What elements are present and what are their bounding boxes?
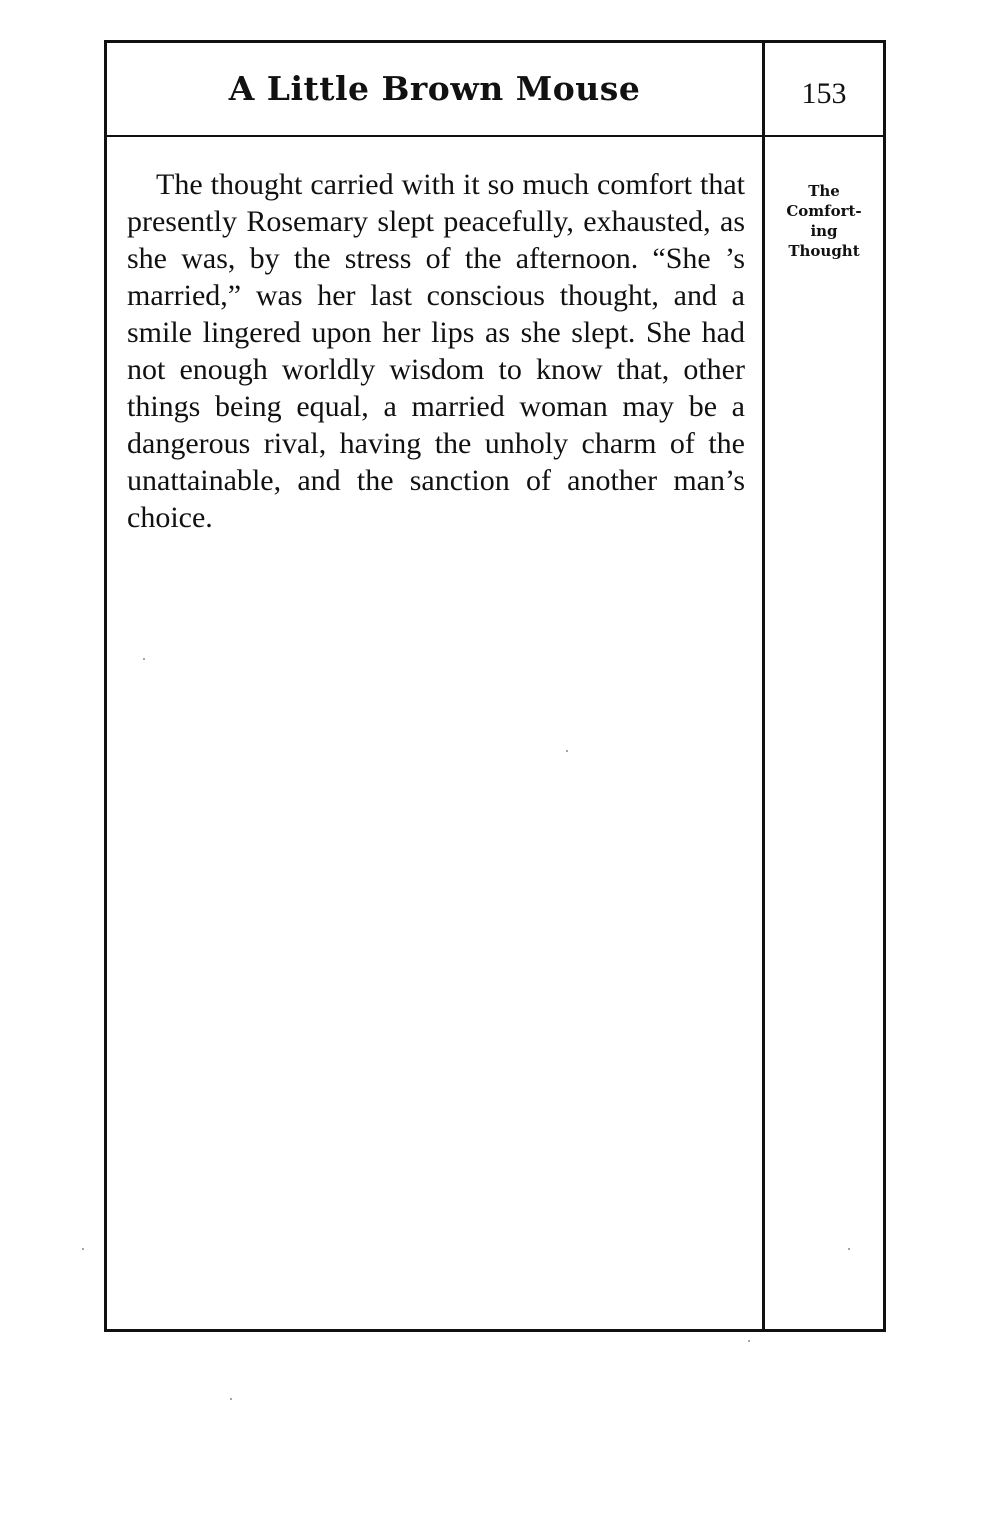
marginal-note-line: Comfort- [786, 202, 862, 220]
scan-speck [848, 1248, 850, 1250]
scan-speck [82, 1248, 84, 1250]
marginal-note [765, 181, 883, 261]
marginal-note-line: ing [810, 222, 838, 240]
header-divider [107, 135, 883, 137]
scan-speck [143, 658, 145, 660]
page-number: 153 [801, 77, 847, 110]
scan-speck [566, 750, 568, 752]
body-paragraph: The thought carried with it so much comfort that presently Rosemary slept peacefully, exhausted, as she was, by the stress of the afternoon. “She ’s married,” was her last conscious thought, and a smile lingered upon her lips as she slept. She had not enough worldly wisdom to know that, other things being equal, a married woman may be a dangerous rival, having the unholy charm of the unattainable, and the sanction of another man’s choice. [127, 168, 745, 534]
scan-speck [748, 1340, 750, 1342]
scan-speck [230, 1398, 232, 1400]
marginal-note-line: The [808, 182, 840, 200]
running-title: A Little Brown Mouse [228, 69, 641, 108]
marginal-note-line: Thought [788, 242, 860, 260]
page-frame [104, 40, 886, 1332]
